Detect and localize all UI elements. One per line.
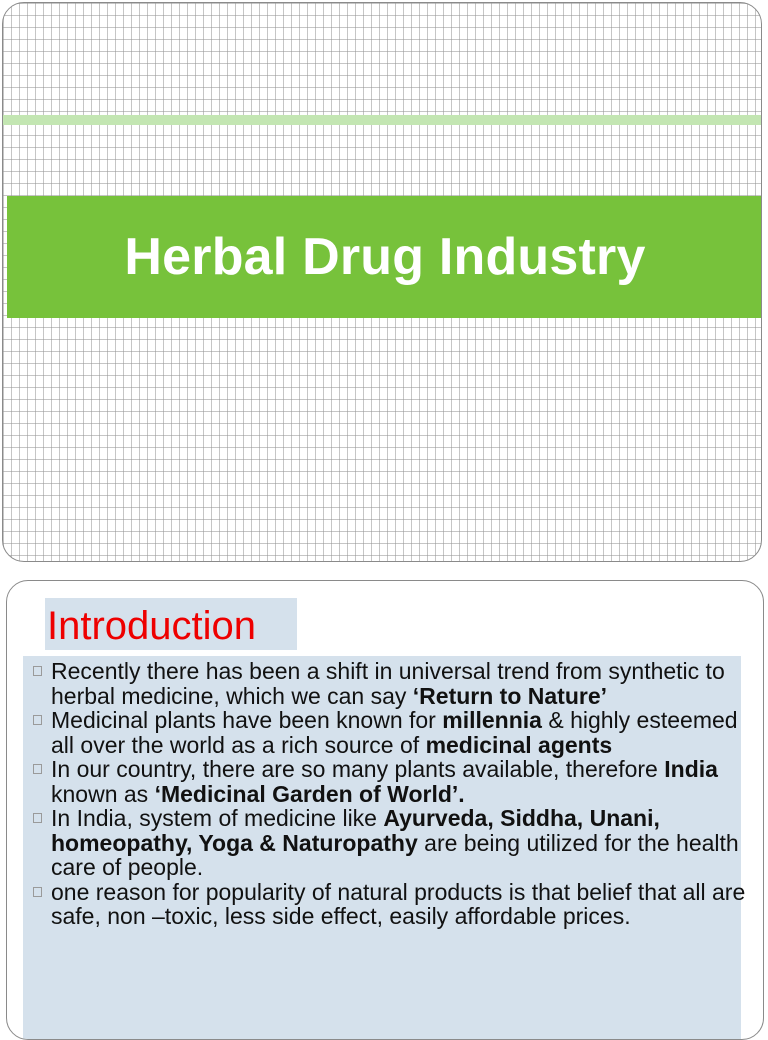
bullet-text: In India, system of medicine like [51,805,384,831]
bullet-text: Recently there has been a shift in universal trend from synthetic to herbal medicine, which we can say [51,658,725,709]
bullet-icon [33,715,42,725]
slide-title [2,2,762,562]
bullet-text-bold: ‘Return to Nature’ [412,682,608,709]
bullet-text: known as [51,780,155,807]
bullet-text: & highly esteemed all over the world as a rich source of [51,707,738,758]
bullet-text: In our country, there are so many plants available, therefore [51,756,665,782]
bullet-list [27,659,747,929]
bullet-item [27,659,747,708]
title-band [7,196,762,318]
slide-title-text: Herbal Drug Industry [124,228,646,286]
slide-introduction [6,580,764,1040]
bullet-text-bold: Ayurveda, Siddha, Unani, homeopathy, Yoga & Naturopathy [51,805,660,856]
bullet-icon [33,813,42,823]
bullet-icon [33,764,42,774]
bullet-text-bold: millennia [442,707,542,733]
bullet-text: are being utilized for the health care of people. [51,829,739,880]
bullet-item [27,806,747,880]
bullet-item [27,880,747,929]
bullet-text-bold: India [664,756,718,782]
bullet-icon [33,887,42,897]
accent-strip [3,115,761,125]
introduction-heading: Introduction [47,604,257,648]
bullet-item [27,757,747,806]
bullet-text: Medicinal plants have been known for [51,707,443,733]
bullet-text-bold: ‘Medicinal Garden of World’. [154,780,465,807]
bullet-text-bold: medicinal agents [425,731,613,758]
bullet-text: one reason for popularity of natural products is that belief that all are safe, non –toxic, less side effect, easily affordable prices. [51,878,746,929]
bullet-icon [33,666,42,676]
bullet-item [27,708,747,757]
